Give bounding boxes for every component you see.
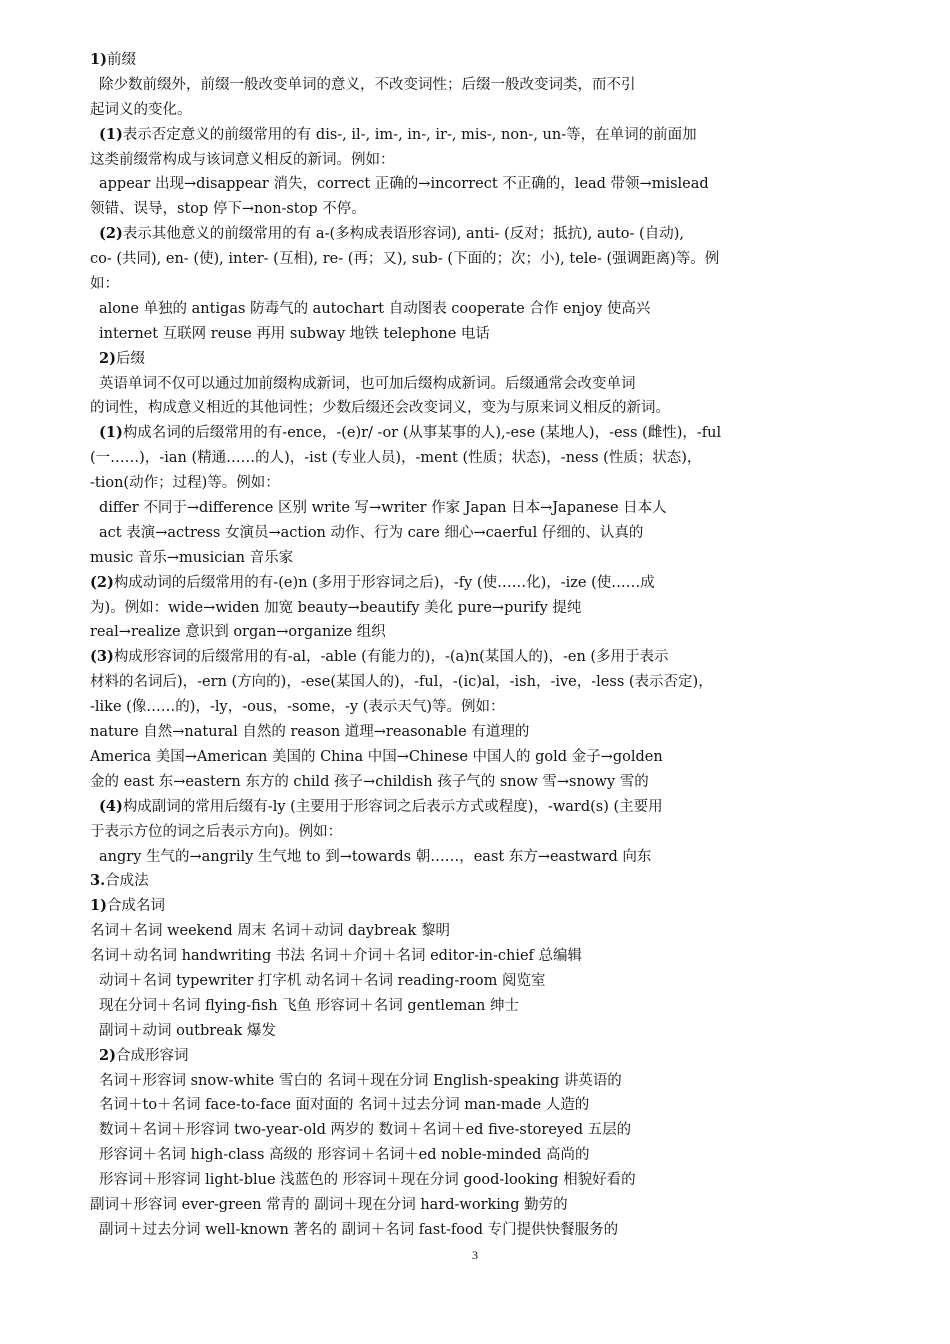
line-marker: 2) — [99, 1046, 116, 1064]
text-line — [0, 695, 950, 720]
line-text: 后缀 — [115, 350, 145, 367]
text-line — [0, 969, 950, 994]
line-text: 副词＋过去分词 well-known 著名的 副词＋名词 fast-food 专门提供快餐服务的 — [99, 1221, 619, 1238]
text-line — [0, 73, 950, 98]
line-text: 材料的名词后)，-ern (方向的)，-ese(某国人的)，-ful，-(ic)al，-ish，-ive，-less (表示否定)， — [90, 674, 713, 691]
line-text: alone 单独的 antigas 防毒气的 autochart 自动图表 cooperate 合作 enjoy 使高兴 — [99, 300, 651, 317]
line-text: 合成名词 — [106, 898, 165, 915]
line-text: 副词＋形容词 ever-green 常青的 副词＋现在分词 hard-working 勤劳的 — [90, 1196, 568, 1213]
text-line — [0, 496, 950, 521]
text-line — [0, 571, 950, 596]
line-text: 前缀 — [106, 52, 136, 68]
text-line — [0, 1069, 950, 1094]
text-line — [0, 720, 950, 745]
line-text: 构成名词的后缀常用的有-ence，-(e)r/ -or (从事某事的人),-ese (某地人)，-ess (雌性)，-ful — [122, 425, 722, 442]
text-line — [0, 347, 950, 372]
line-text: co- (共同), en- (使), inter- (互相), re- (再；又), sub- (下面的；次；小), tele- (强调距离)等。例 — [90, 251, 720, 268]
text-line — [0, 770, 950, 795]
text-line — [0, 421, 950, 446]
line-text: 的词性，构成意义相近的其他词性；少数后缀还会改变词义，变为与原来词义相反的新词。 — [90, 400, 670, 417]
text-line — [0, 1118, 950, 1143]
line-text: 除少数前缀外，前缀一般改变单词的意义，不改变词性；后缀一般改变词类，而不引 — [99, 76, 636, 93]
text-line — [0, 521, 950, 546]
text-line — [0, 546, 950, 571]
text-line — [0, 1093, 950, 1118]
text-line — [0, 197, 950, 222]
line-text: 名词＋形容词 snow-white 雪白的 名词＋现在分词 English-speaking 讲英语的 — [99, 1072, 622, 1089]
line-marker: (1) — [99, 125, 123, 143]
line-text: 名词＋动名词 handwriting 书法 名词＋介词＋名词 editor-in-chief 总编辑 — [90, 948, 583, 965]
line-marker: (3) — [90, 648, 114, 666]
text-line — [0, 48, 950, 73]
line-text: (一……)，-ian (精通……的人)，-ist (专业人员)，-ment (性质；状态)，-ness (性质；状态)， — [90, 450, 702, 467]
text-line — [0, 148, 950, 173]
text-line — [0, 820, 950, 845]
line-text: -tion(动作；过程)等。例如： — [90, 475, 280, 492]
text-line — [0, 123, 950, 148]
text-line — [0, 869, 950, 894]
line-text: 起词义的变化。 — [90, 101, 192, 118]
text-line — [0, 98, 950, 123]
line-text: 于表示方位的词之后表示方向)。例如： — [90, 823, 343, 840]
line-marker: 1) — [90, 897, 107, 915]
line-text: 为)。例如：wide→widen 加宽 beauty→beautify 美化 pure→purify 提纯 — [90, 599, 582, 616]
line-text: 动词＋名词 typewriter 打字机 动名词＋名词 reading-room 阅览室 — [99, 972, 546, 989]
line-text: -like (像……的)，-ly，-ous，-some，-y (表示天气)等。例如： — [90, 699, 505, 716]
line-text: 表示其他意义的前缀常用的有 a-(多构成表语形容词), anti- (反对；抵抗), auto- (自动), — [122, 226, 684, 243]
line-text: music 音乐→musician 音乐家 — [90, 549, 294, 566]
text-line — [0, 596, 950, 621]
line-text: 合成形容词 — [115, 1047, 189, 1064]
text-line — [0, 1143, 950, 1168]
text-line — [0, 372, 950, 397]
line-text: 名词＋to＋名词 face-to-face 面对面的 名词＋过去分词 man-made 人造的 — [99, 1097, 590, 1114]
text-line — [0, 670, 950, 695]
line-text: 名词＋名词 weekend 周末 名词＋动词 daybreak 黎明 — [90, 923, 450, 940]
line-text: 合成法 — [105, 873, 149, 890]
text-line — [0, 620, 950, 645]
text-line — [0, 297, 950, 322]
line-text: America 美国→American 美国的 China 中国→Chinese 中国人的 gold 金子→golden — [90, 748, 663, 765]
line-marker: 3. — [90, 872, 106, 890]
line-text: real→realize 意识到 organ→organize 组织 — [90, 624, 386, 641]
text-line — [0, 994, 950, 1019]
line-text: 构成副词的常用后缀有-ly (主要用于形容词之后表示方式或程度)，-ward(s) (主要用 — [122, 798, 663, 815]
line-text: 形容词＋形容词 light-blue 浅蓝色的 形容词＋现在分词 good-looking 相貌好看的 — [99, 1172, 636, 1189]
line-text: 这类前缀常构成与该词意义相反的新词。例如： — [90, 151, 395, 168]
line-text: 金的 east 东→eastern 东方的 child 孩子→childish 孩子气的 snow 雪→snowy 雪的 — [90, 773, 649, 790]
line-text: 副词＋动词 outbreak 爆发 — [99, 1022, 276, 1039]
text-line — [0, 894, 950, 919]
text-line — [0, 396, 950, 421]
line-text: 领错、误导，stop 停下→non-stop 不停。 — [90, 201, 366, 218]
text-line — [0, 1218, 950, 1243]
line-text: angry 生气的→angrily 生气地 to 到→towards 朝……，east 东方→eastward 向东 — [99, 848, 652, 865]
text-line — [0, 272, 950, 297]
line-text: 构成形容词的后缀常用的有-al，-able (有能力的)，-(a)n(某国人的)，-en (多用于表示 — [113, 649, 669, 666]
text-line — [0, 446, 950, 471]
text-line — [0, 944, 950, 969]
line-text: 英语单词不仅可以通过加前缀构成新词，也可加后缀构成新词。后缀通常会改变单词 — [99, 375, 636, 392]
text-line — [0, 1044, 950, 1069]
line-marker: 2) — [99, 349, 116, 367]
line-text: 数词＋名词＋形容词 two-year-old 两岁的 数词＋名词＋ed five-storeyed 五层的 — [99, 1122, 632, 1139]
line-text: 现在分词＋名词 flying-fish 飞鱼 形容词＋名词 gentleman 绅士 — [99, 997, 519, 1014]
page-number: 3 — [472, 1248, 478, 1262]
text-line — [0, 795, 950, 820]
line-text: 构成动词的后缀常用的有-(e)n (多用于形容词之后)，-fy (使……化)，-ize (使……成 — [113, 574, 655, 591]
line-text: act 表演→actress 女演员→action 动作、行为 care 细心→caerful 仔细的、认真的 — [99, 524, 644, 541]
line-text: appear 出现→disappear 消失，correct 正确的→incorrect 不正确的，lead 带领→mislead — [99, 176, 709, 193]
text-line — [0, 845, 950, 870]
text-line — [0, 919, 950, 944]
text-line — [0, 172, 950, 197]
line-marker: 1) — [90, 51, 107, 68]
text-line — [0, 1168, 950, 1193]
text-line — [0, 322, 950, 347]
text-body — [0, 48, 950, 1243]
text-line — [0, 471, 950, 496]
line-text: nature 自然→natural 自然的 reason 道理→reasonable 有道理的 — [90, 724, 530, 741]
text-line — [0, 745, 950, 770]
line-text: 如： — [90, 276, 119, 293]
line-text: differ 不同于→difference 区别 write 写→writer 作家 Japan 日本→Japanese 日本人 — [99, 500, 667, 517]
line-text: 表示否定意义的前缀常用的有 dis-, il-, im-, in-, ir-, mis-, non-, un-等，在单词的前面加 — [122, 126, 697, 143]
text-line — [0, 247, 950, 272]
line-text: internet 互联网 reuse 再用 subway 地铁 telephone 电话 — [99, 325, 490, 342]
line-text: 形容词＋名词 high-class 高级的 形容词＋名词＋ed noble-minded 高尚的 — [99, 1147, 590, 1164]
text-line — [0, 222, 950, 247]
line-marker: (4) — [99, 797, 123, 815]
line-marker: (2) — [90, 573, 114, 591]
text-line — [0, 1193, 950, 1218]
text-line — [0, 645, 950, 670]
text-line — [0, 1019, 950, 1044]
line-marker: (2) — [99, 225, 123, 243]
line-marker: (1) — [99, 424, 123, 442]
